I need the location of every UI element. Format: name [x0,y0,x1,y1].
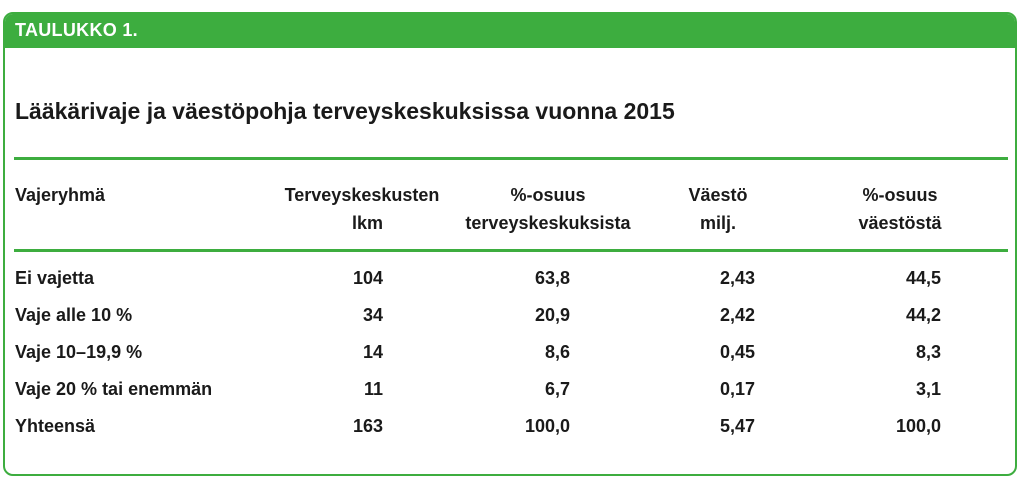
row-group-label: Ei vajetta [15,268,95,288]
row-pct-population: 44,5 [905,268,941,288]
row-population: 0,45 [719,342,755,362]
column-header-count-line2: lkm [351,213,383,233]
column-header-pct-population-line2: väestöstä [858,213,942,233]
row-count: 11 [363,379,383,399]
column-header-count-line1: Terveyskeskusten [284,185,440,205]
row-pct-centers: 6,7 [544,379,570,399]
row-pct-population: 3,1 [915,379,941,399]
total-population: 5,47 [719,416,755,436]
table-number-label: TAULUKKO 1. [15,20,138,40]
total-count: 163 [352,416,383,436]
header-bar [5,14,1015,48]
top-divider [14,157,1008,160]
row-pct-centers: 8,6 [544,342,570,362]
row-pct-population: 44,2 [905,305,941,325]
total-row-label: Yhteensä [15,416,96,436]
column-header-pct-centers-line1: %-osuus [510,185,586,205]
row-population: 0,17 [719,379,755,399]
row-group-label: Vaje 10–19,9 % [15,342,143,362]
row-count: 104 [352,268,383,288]
column-header-population-line1: Väestö [688,185,748,205]
column-header-pct-centers-line2: terveyskeskuksista [465,213,631,233]
column-header-population-line2: milj. [699,213,736,233]
total-pct-population: 100,0 [895,416,941,436]
row-group-label: Vaje 20 % tai enemmän [15,379,213,399]
row-pct-centers: 20,9 [534,305,570,325]
row-pct-centers: 63,8 [534,268,570,288]
row-count: 14 [362,342,383,362]
row-group-label: Vaje alle 10 % [15,305,133,325]
row-pct-population: 8,3 [915,342,941,362]
column-header-group: Vajeryhmä [15,185,106,205]
header-divider [14,249,1008,252]
table-title: Lääkärivaje ja väestöpohja terveyskeskuksissa vuonna 2015 [15,98,675,124]
row-population: 2,42 [719,305,755,325]
table-card [3,12,1017,476]
total-pct-centers: 100,0 [524,416,570,436]
column-header-pct-population-line1: %-osuus [862,185,938,205]
row-population: 2,43 [719,268,755,288]
row-count: 34 [362,305,383,325]
